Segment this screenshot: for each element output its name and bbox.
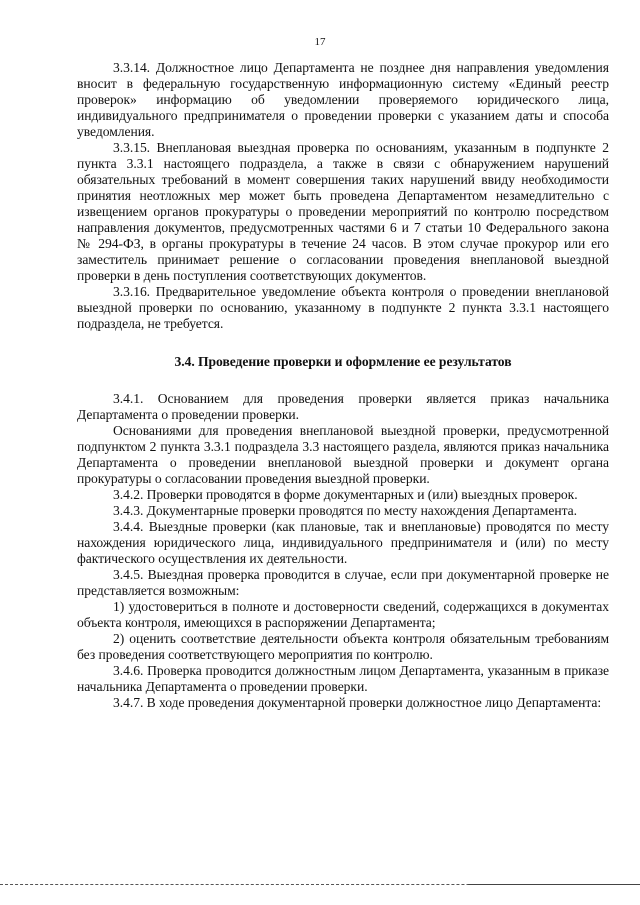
- scan-edge-line-solid: [468, 884, 640, 885]
- list-item-2: 2) оценить соответствие деятельности объекта контроля обязательным требованиям без проведения соответствующего мероприятия по контролю.: [77, 631, 609, 662]
- document-body: [77, 60, 609, 711]
- paragraph-3-4-3: 3.4.3. Документарные проверки проводятся по месту нахождения Департамента.: [113, 503, 577, 518]
- paragraph-3-4-2: 3.4.2. Проверки проводятся в форме документарных и (или) выездных проверок.: [113, 487, 578, 502]
- paragraph-grounds-unscheduled-inspection: Основаниями для проведения внеплановой выездной проверки, предусмотренной подпунктом 2 пункта 3.3.1 подраздела 3.3 настоящего раздела, являются приказ начальника Департамента о проведении внеплановой выездной проверки и документ органа прокуратуры о согласовании проведения выездной проверки.: [77, 423, 609, 486]
- paragraph-3-3-15: 3.3.15. Внеплановая выездная проверка по основаниям, указанным в подпункте 2 пункта 3.3.1 настоящего подраздела, а также в связи с обнаружением нарушений обязательных требований в момент совершения таких нарушений ввиду необходимости принятия неотложных мер может быть проведена Департаментом незамедлительно с извещением органов прокуратуры о проведении мероприятий по контролю посредством направления документов, предусмотренных частями 6 и 7 статьи 10 Федерального закона № 294-ФЗ, в органы прокуратуры в течение 24 часов. В этом случае прокурор или его заместитель принимает решение о согласовании проведения внеплановой выездной проверки в день поступления соответствующих документов.: [77, 140, 609, 283]
- section-heading-3-4: 3.4. Проведение проверки и оформление ее результатов: [174, 354, 512, 369]
- list-item-1: 1) удостовериться в полноте и достоверности сведений, содержащихся в документах объекта контроля, имеющихся в распоряжении Департамента;: [77, 599, 609, 630]
- paragraph-3-4-4: 3.4.4. Выездные проверки (как плановые, так и внеплановые) проводятся по месту нахождения юридического лица, индивидуального предпринимателя и (или) по месту фактического осуществления их деятельности.: [77, 519, 609, 566]
- paragraph-3-3-16: 3.3.16. Предварительное уведомление объекта контроля о проведении внеплановой выездной проверки по основанию, указанному в подпункте 2 пункта 3.3.1 настоящего подраздела, не требуется.: [77, 284, 609, 331]
- paragraph-3-3-14: 3.3.14. Должностное лицо Департамента не позднее дня направления уведомления вносит в федеральную государственную информационную систему «Единый реестр проверок» информацию об уведомлении проверяемого юридического лица, индивидуального предпринимателя о проведении проверки с указанием даты и способа уведомления.: [77, 60, 609, 139]
- page-number: 17: [314, 36, 326, 48]
- paragraph-3-4-5: 3.4.5. Выездная проверка проводится в случае, если при документарной проверке не представляется возможным:: [77, 567, 609, 598]
- paragraph-3-4-1: 3.4.1. Основанием для проведения проверки является приказ начальника Департамента о проведении проверки.: [77, 391, 609, 422]
- paragraph-3-4-7: 3.4.7. В ходе проведения документарной проверки должностное лицо Департамента:: [113, 695, 602, 710]
- paragraph-3-4-6: 3.4.6. Проверка проводится должностным лицом Департамента, указанным в приказе начальника Департамента о проведении проверки.: [77, 663, 609, 694]
